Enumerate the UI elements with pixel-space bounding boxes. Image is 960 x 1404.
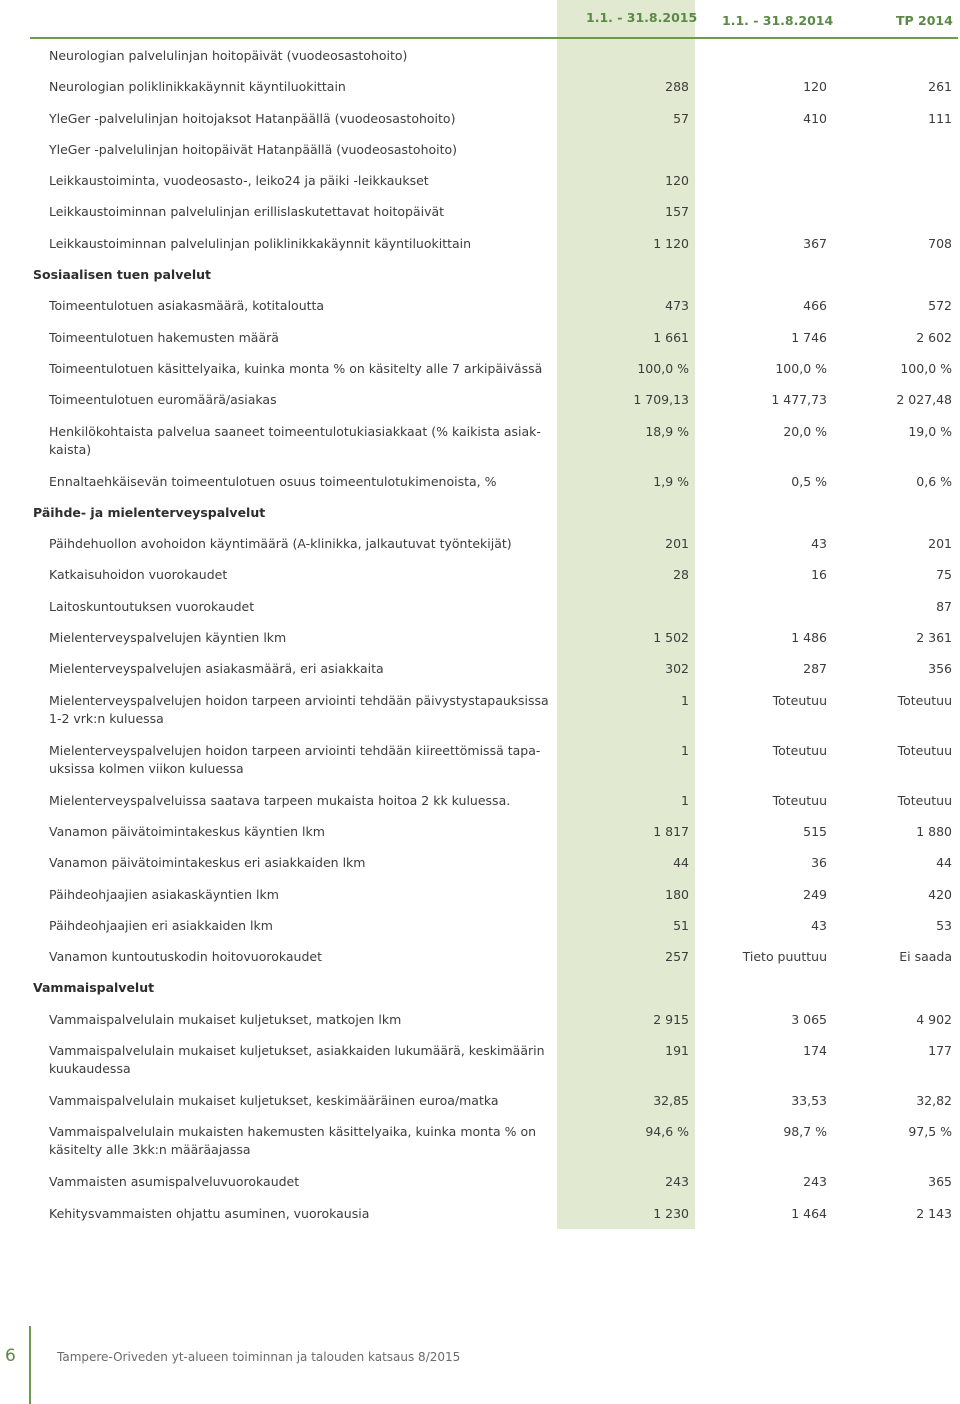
row-label-line: Henkilökohtaista palvelua saaneet toimeentulotukiasiakkaat (% kaikista asiak- xyxy=(49,423,541,439)
cell-tp2014: 261 xyxy=(928,79,952,95)
row-label-line-2: kaista) xyxy=(49,441,92,457)
row-label-line: Mielenterveyspalvelujen hoidon tarpeen arviointi tehdään kiireettömissä tapa- xyxy=(49,742,541,758)
row-label-line: Toimeentulotuen käsittelyaika, kuinka monta % on käsitelty alle 7 arkipäivässä xyxy=(49,360,543,376)
cell-2015: 1 502 xyxy=(653,630,689,646)
cell-tp2014: 1 880 xyxy=(916,823,952,839)
cell-tp2014: 2 602 xyxy=(916,329,952,345)
row-label xyxy=(49,203,549,221)
row-label xyxy=(49,886,549,904)
cell-2014: 120 xyxy=(803,79,827,95)
table-row xyxy=(0,685,960,735)
cell-2015: 1 661 xyxy=(653,329,689,345)
table-row xyxy=(0,591,960,622)
row-label-line: Neurologian palvelulinjan hoitopäivät (vuodeosastohoito) xyxy=(49,48,408,63)
row-label xyxy=(49,1205,549,1223)
cell-tp2014: 356 xyxy=(928,661,952,677)
cell-tp2014: 572 xyxy=(928,298,952,314)
table-row xyxy=(0,559,960,590)
row-label xyxy=(49,297,549,315)
cell-tp2014: Toteutuu xyxy=(897,742,952,758)
cell-tp2014: 87 xyxy=(936,598,952,614)
table-row xyxy=(0,416,960,466)
row-label xyxy=(49,948,549,966)
cell-2015: 1 120 xyxy=(653,235,689,251)
row-label-line: Vammaispalvelulain mukaiset kuljetukset, keskimääräinen euroa/matka xyxy=(49,1093,499,1109)
page-number: 6 xyxy=(5,1346,16,1366)
cell-2015: 180 xyxy=(665,886,689,902)
row-label xyxy=(49,47,549,65)
cell-2014: 100,0 % xyxy=(775,360,827,376)
row-label xyxy=(49,172,549,190)
row-label xyxy=(49,629,549,647)
row-label-line: Ennaltaehkäisevän toimeentulotuen osuus toimeentulotukimenoista, % xyxy=(49,473,497,489)
cell-2014: 3 065 xyxy=(791,1011,827,1027)
cell-2014: 98,7 % xyxy=(783,1124,827,1140)
cell-2014: 43 xyxy=(811,917,827,933)
row-label-line: Päihdeohjaajien eri asiakkaiden lkm xyxy=(49,917,273,933)
table-row xyxy=(0,134,960,165)
cell-2015: 1 709,13 xyxy=(633,392,689,408)
row-label xyxy=(49,598,549,616)
cell-2015: 120 xyxy=(665,173,689,189)
footer-text: Tampere-Oriveden yt-alueen toiminnan ja talouden katsaus 8/2015 xyxy=(57,1350,461,1364)
row-label-line: Mielenterveyspalvelujen hoidon tarpeen arviointi tehdään päivystystapauksissa xyxy=(49,692,549,708)
cell-tp2014: 2 027,48 xyxy=(896,392,952,408)
cell-tp2014: 75 xyxy=(936,567,952,583)
table-row xyxy=(0,1085,960,1116)
row-label xyxy=(49,329,549,347)
row-label-line: Leikkaustoiminta, vuodeosasto-, leiko24 ja päiki -leikkaukset xyxy=(49,173,429,189)
table-row xyxy=(0,384,960,415)
cell-2014: 43 xyxy=(811,536,827,552)
cell-2014: 243 xyxy=(803,1174,827,1190)
cell-tp2014: 177 xyxy=(928,1043,952,1059)
row-label-line-2: uksissa kolmen viikon kuluessa xyxy=(49,760,244,776)
cell-2014: 1 477,73 xyxy=(771,392,827,408)
cell-2014: 249 xyxy=(803,886,827,902)
cell-2014: 466 xyxy=(803,298,827,314)
row-label-line: Päihdehuollon avohoidon käyntimäärä (A-klinikka, jalkautuvat työntekijät) xyxy=(49,536,512,552)
header-divider xyxy=(30,37,958,39)
table-row xyxy=(0,910,960,941)
table-row xyxy=(0,1116,960,1166)
row-label-line: Vammaispalvelut xyxy=(33,980,155,996)
row-label-line: Mielenterveyspalvelujen käyntien lkm xyxy=(49,630,287,646)
cell-2015: 57 xyxy=(673,110,689,126)
table-row xyxy=(0,322,960,353)
cell-2014: 410 xyxy=(803,110,827,126)
row-label-line: Päihdeohjaajien asiakaskäyntien lkm xyxy=(49,886,279,902)
row-label xyxy=(49,1123,549,1159)
cell-2014: Toteutuu xyxy=(772,792,827,808)
cell-tp2014: 100,0 % xyxy=(900,360,952,376)
cell-2015: 1 230 xyxy=(653,1205,689,1221)
row-label xyxy=(49,535,549,553)
row-label-line: Toimeentulotuen asiakasmäärä, kotitaloutta xyxy=(49,298,325,314)
row-label-line: Katkaisuhoidon vuorokaudet xyxy=(49,567,228,583)
cell-2014: 0,5 % xyxy=(791,473,827,489)
cell-2015: 1 xyxy=(681,692,689,708)
table-row xyxy=(0,71,960,102)
cell-2015: 28 xyxy=(673,567,689,583)
row-label-line: Toimeentulotuen hakemusten määrä xyxy=(49,329,279,345)
cell-2015: 257 xyxy=(665,949,689,965)
cell-tp2014: 365 xyxy=(928,1174,952,1190)
row-label xyxy=(49,1011,549,1029)
row-label xyxy=(49,423,549,459)
cell-2015: 51 xyxy=(673,917,689,933)
header-col-2014: 1.1. - 31.8.2014 xyxy=(722,13,834,28)
cell-2015: 100,0 % xyxy=(637,360,689,376)
table-row xyxy=(0,1198,960,1229)
row-label-line: Vanamon päivätoimintakeskus eri asiakkaiden lkm xyxy=(49,855,366,871)
row-label xyxy=(49,917,549,935)
row-label-line: Sosiaalisen tuen palvelut xyxy=(33,267,211,283)
cell-tp2014: 111 xyxy=(928,110,952,126)
row-label-line: Vanamon kuntoutuskodin hoitovuorokaudet xyxy=(49,949,322,965)
row-label-line: Vammaisten asumispalveluvuorokaudet xyxy=(49,1174,300,1190)
cell-2014: 36 xyxy=(811,855,827,871)
cell-2015: 1 xyxy=(681,742,689,758)
cell-2014: 1 464 xyxy=(791,1205,827,1221)
cell-tp2014: 201 xyxy=(928,536,952,552)
section-heading-row xyxy=(0,259,960,290)
row-label xyxy=(49,1173,549,1191)
cell-tp2014: 420 xyxy=(928,886,952,902)
cell-2015: 473 xyxy=(665,298,689,314)
table-row xyxy=(0,653,960,684)
cell-tp2014: 0,6 % xyxy=(916,473,952,489)
row-label xyxy=(49,792,549,810)
cell-2015: 191 xyxy=(665,1043,689,1059)
section-heading-row xyxy=(0,497,960,528)
cell-2014: 16 xyxy=(811,567,827,583)
table-row xyxy=(0,103,960,134)
header-col-tp2014: TP 2014 xyxy=(896,13,953,28)
row-label-line: Mielenterveyspalveluissa saatava tarpeen mukaista hoitoa 2 kk kuluessa. xyxy=(49,792,511,808)
cell-2015: 2 915 xyxy=(653,1011,689,1027)
table-row xyxy=(0,1035,960,1085)
cell-2015: 157 xyxy=(665,204,689,220)
row-label xyxy=(49,1092,549,1110)
row-label xyxy=(49,692,549,728)
row-label-line: Toimeentulotuen euromäärä/asiakas xyxy=(49,392,277,408)
section-heading-row xyxy=(0,972,960,1003)
row-label-line-2: 1-2 vrk:n kuluessa xyxy=(49,710,164,726)
row-label-line: Leikkaustoiminnan palvelulinjan poliklinikkakäynnit käyntiluokittain xyxy=(49,235,472,251)
table-row xyxy=(0,735,960,785)
row-label-line: Kehitysvammaisten ohjattu asuminen, vuorokausia xyxy=(49,1205,370,1221)
cell-2015: 201 xyxy=(665,536,689,552)
row-label xyxy=(49,141,549,159)
row-label-line: Neurologian poliklinikkakäynnit käyntiluokittain xyxy=(49,79,346,95)
cell-2014: 287 xyxy=(803,661,827,677)
cell-2014: 20,0 % xyxy=(783,423,827,439)
table-row xyxy=(0,40,960,71)
cell-2015: 18,9 % xyxy=(645,423,689,439)
cell-2014: 1 746 xyxy=(791,329,827,345)
cell-tp2014: 4 902 xyxy=(916,1011,952,1027)
table-row xyxy=(0,847,960,878)
table-row xyxy=(0,879,960,910)
statistics-table xyxy=(0,40,960,1229)
cell-2015: 44 xyxy=(673,855,689,871)
cell-tp2014: 97,5 % xyxy=(908,1124,952,1140)
footer-divider xyxy=(29,1326,31,1404)
row-label-line: YleGer -palvelulinjan hoitopäivät Hatanpäällä (vuodeosastohoito) xyxy=(49,141,458,157)
cell-2014: 515 xyxy=(803,823,827,839)
cell-tp2014: Toteutuu xyxy=(897,692,952,708)
cell-2014: Toteutuu xyxy=(772,692,827,708)
table-row xyxy=(0,165,960,196)
row-label xyxy=(49,473,549,491)
section-title xyxy=(33,504,533,522)
cell-2015: 1,9 % xyxy=(653,473,689,489)
table-row xyxy=(0,228,960,259)
row-label xyxy=(49,391,549,409)
cell-2015: 302 xyxy=(665,661,689,677)
cell-2014: Toteutuu xyxy=(772,742,827,758)
table-row xyxy=(0,196,960,227)
table-row xyxy=(0,816,960,847)
row-label-line: Mielenterveyspalvelujen asiakasmäärä, eri asiakkaita xyxy=(49,661,384,677)
row-label-line-2: kuukaudessa xyxy=(49,1061,131,1077)
row-label xyxy=(49,110,549,128)
cell-2015: 1 xyxy=(681,792,689,808)
cell-2014: 174 xyxy=(803,1043,827,1059)
row-label xyxy=(49,823,549,841)
row-label xyxy=(49,660,549,678)
section-title xyxy=(33,266,533,284)
row-label-line: Vammaispalvelulain mukaiset kuljetukset, asiakkaiden lukumäärä, keskimäärin xyxy=(49,1043,545,1059)
table-row xyxy=(0,466,960,497)
cell-tp2014: Toteutuu xyxy=(897,792,952,808)
cell-2015: 288 xyxy=(665,79,689,95)
row-label xyxy=(49,742,549,778)
cell-2014: 33,53 xyxy=(791,1093,827,1109)
table-row xyxy=(0,1004,960,1035)
row-label xyxy=(49,1042,549,1078)
cell-tp2014: 2 361 xyxy=(916,630,952,646)
row-label-line: Vanamon päivätoimintakeskus käyntien lkm xyxy=(49,823,325,839)
row-label xyxy=(49,360,549,378)
table-row xyxy=(0,941,960,972)
cell-2015: 32,85 xyxy=(653,1093,689,1109)
cell-tp2014: 2 143 xyxy=(916,1205,952,1221)
cell-2015: 94,6 % xyxy=(645,1124,689,1140)
table-row xyxy=(0,622,960,653)
row-label-line-2: käsitelty alle 3kk:n määräajassa xyxy=(49,1142,251,1158)
row-label-line: Leikkaustoiminnan palvelulinjan erillislaskutettavat hoitopäivät xyxy=(49,204,445,220)
row-label xyxy=(49,566,549,584)
cell-2014: Tieto puuttuu xyxy=(742,949,827,965)
cell-tp2014: 32,82 xyxy=(916,1093,952,1109)
cell-2015: 1 817 xyxy=(653,823,689,839)
row-label-line: Päihde- ja mielenterveyspalvelut xyxy=(33,504,266,520)
cell-tp2014: 53 xyxy=(936,917,952,933)
row-label xyxy=(49,78,549,96)
cell-tp2014: 19,0 % xyxy=(908,423,952,439)
row-label xyxy=(49,235,549,253)
table-row xyxy=(0,353,960,384)
cell-2014: 1 486 xyxy=(791,630,827,646)
cell-2015: 243 xyxy=(665,1174,689,1190)
cell-tp2014: 44 xyxy=(936,855,952,871)
table-row xyxy=(0,785,960,816)
row-label xyxy=(49,854,549,872)
section-title xyxy=(33,979,533,997)
header-col-2015: 1.1. - 31.8.2015 xyxy=(586,10,698,25)
cell-tp2014: Ei saada xyxy=(899,949,952,965)
table-row xyxy=(0,528,960,559)
cell-2014: 367 xyxy=(803,235,827,251)
row-label-line: Vammaispalvelulain mukaiset kuljetukset, matkojen lkm xyxy=(49,1011,402,1027)
table-row xyxy=(0,1166,960,1197)
cell-tp2014: 708 xyxy=(928,235,952,251)
table-row xyxy=(0,290,960,321)
row-label-line: YleGer -palvelulinjan hoitojaksot Hatanpäällä (vuodeosastohoito) xyxy=(49,110,456,126)
row-label-line: Vammaispalvelulain mukaisten hakemusten käsittelyaika, kuinka monta % on xyxy=(49,1124,537,1140)
row-label-line: Laitoskuntoutuksen vuorokaudet xyxy=(49,598,255,614)
